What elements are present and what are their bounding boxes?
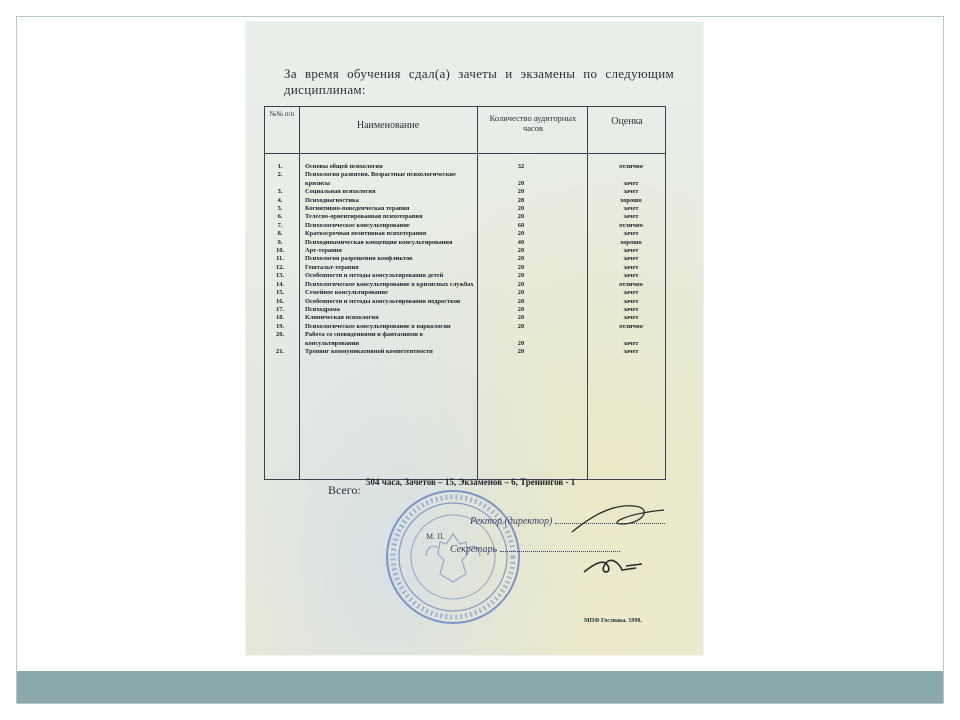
row-number: 10.	[276, 247, 284, 255]
row-number: 12.	[276, 263, 284, 271]
slide-footer-band	[17, 671, 943, 703]
row-number: 9.	[277, 238, 283, 246]
row-number: 20.	[276, 331, 284, 339]
column-header-hours: Количество аудиторных часов	[489, 113, 577, 133]
row-discipline: Социальная психология	[305, 188, 376, 196]
table-body	[265, 163, 665, 356]
table-row	[265, 306, 665, 314]
total-value: 504 часа, Зачетов – 15, Экзаменов – 6, Тренингов - 1	[366, 477, 576, 487]
table-row	[265, 230, 665, 238]
secretary-label: Секретарь	[450, 544, 498, 555]
column-header-grade: Оценка	[611, 116, 643, 127]
row-discipline: Краткосрочная позитивная психотерапия	[305, 230, 427, 238]
row-grade: отлично	[619, 163, 643, 170]
row-grade: отлично	[619, 221, 643, 229]
row-grade: зачет	[623, 255, 639, 263]
row-hours: 32	[517, 163, 525, 170]
row-number: 18.	[276, 314, 284, 322]
row-grade: зачет	[623, 263, 639, 271]
row-grade: хорошо	[620, 196, 642, 204]
grades-table	[264, 106, 666, 480]
table-row	[265, 205, 665, 213]
row-discipline: Психологическое консультирование	[305, 221, 410, 229]
row-hours: 20	[517, 322, 525, 330]
row-discipline: Психологическое консультирование в кризисных службах	[305, 280, 474, 288]
row-discipline: Основы общей психологии	[305, 163, 383, 170]
table-row	[265, 197, 665, 205]
table-row	[265, 188, 665, 196]
row-number: 17.	[276, 305, 284, 313]
official-seal-stamp	[368, 482, 538, 632]
row-discipline: Психология разрешения конфликтов	[305, 255, 413, 263]
row-hours: 20	[517, 289, 525, 297]
row-discipline: Гештальт-терапия	[305, 263, 359, 271]
table-row	[265, 171, 665, 188]
row-hours: 20	[517, 272, 525, 280]
row-discipline: Клиническая психология	[305, 314, 379, 322]
row-hours: 20	[517, 305, 525, 313]
table-row	[265, 348, 665, 356]
column-header-name: Наименование	[356, 120, 420, 131]
row-grade: зачет	[623, 347, 639, 355]
table-row	[265, 272, 665, 280]
printer-mark: МПФ Госзнака. 1998.	[584, 618, 642, 624]
row-grade: зачет	[623, 213, 639, 221]
row-grade: отлично	[619, 280, 643, 288]
row-discipline: Психология развития. Возрастные психологические кризисы	[305, 171, 456, 187]
row-discipline: Психодинамическая концепция консультирования	[305, 238, 453, 246]
row-hours: 20	[517, 314, 525, 322]
table-row	[265, 222, 665, 230]
row-number: 8.	[277, 230, 283, 238]
row-number: 21.	[276, 347, 284, 355]
table-row	[265, 163, 665, 171]
header-divider	[265, 153, 665, 154]
document-heading: За время обучения сдал(а) зачеты и экзамены по следующим дисциплинам:	[284, 66, 674, 97]
table-row	[265, 289, 665, 297]
row-hours: 20	[517, 205, 525, 213]
row-grade: хорошо	[620, 238, 642, 246]
row-hours: 40	[517, 238, 525, 246]
row-grade: зачет	[623, 289, 639, 297]
row-discipline: Работа со сновидениями и фантазиями в консультировании	[305, 331, 423, 347]
row-grade: зачет	[623, 272, 639, 280]
table-row	[265, 255, 665, 263]
row-number: 15.	[276, 289, 284, 297]
seal-place-label: М. П.	[426, 532, 445, 541]
row-grade: зачет	[623, 188, 639, 196]
row-hours: 20	[517, 255, 525, 263]
table-row	[265, 239, 665, 247]
row-discipline: Особенности и методы консультирования детей	[305, 272, 444, 280]
row-discipline: Особенности и методы консультирования подростков	[305, 297, 461, 305]
row-discipline: Когнитивно-поведенческая терапия	[305, 205, 410, 213]
row-grade: зачет	[623, 314, 639, 322]
row-grade: зачет	[623, 230, 639, 238]
row-grade: зачет	[623, 297, 639, 305]
row-hours: 28	[517, 196, 525, 204]
row-hours: 20	[517, 339, 525, 347]
row-discipline: Тренинг коммуникативной компетентности	[305, 347, 433, 355]
row-hours: 20	[517, 347, 525, 355]
row-number: 19.	[276, 322, 284, 330]
column-header-number: №№ п/п	[269, 110, 295, 118]
row-hours: 60	[517, 221, 525, 229]
handwritten-signatures	[564, 474, 674, 584]
row-number: 14.	[276, 280, 284, 288]
row-number: 4.	[277, 196, 283, 204]
row-grade: зачет	[623, 305, 639, 313]
row-hours: 20	[517, 247, 525, 255]
row-discipline: Семейное консультирование	[305, 289, 388, 297]
table-row	[265, 264, 665, 272]
row-number: 5.	[277, 205, 283, 213]
row-number: 7.	[277, 221, 283, 229]
row-discipline: Телесно-ориентированная психотерапия	[305, 213, 423, 221]
row-number: 13.	[276, 272, 284, 280]
rector-label: Ректор (директор)	[470, 516, 553, 527]
row-number: 16.	[276, 297, 284, 305]
table-row	[265, 323, 665, 331]
row-hours: 20	[517, 179, 525, 187]
row-discipline: Арт-терапия	[305, 247, 342, 255]
row-hours: 20	[517, 213, 525, 221]
table-row	[265, 298, 665, 306]
total-label: Всего:	[328, 483, 361, 497]
row-hours: 20	[517, 230, 525, 238]
table-row	[265, 314, 665, 322]
row-hours: 20	[517, 297, 525, 305]
row-hours: 20	[517, 280, 525, 288]
row-number: 3.	[277, 188, 283, 196]
row-grade: отлично	[619, 322, 643, 330]
row-number: 6.	[277, 213, 283, 221]
diploma-supplement-page	[246, 22, 703, 655]
table-row	[265, 281, 665, 289]
table-row	[265, 213, 665, 221]
row-number: 2.	[277, 171, 283, 179]
row-grade: зачет	[623, 247, 639, 255]
row-number: 11.	[276, 255, 284, 263]
row-hours: 20	[517, 263, 525, 271]
row-discipline: Психологическое консультирование в наркологии	[305, 322, 451, 330]
row-discipline: Психодиагностика	[305, 196, 359, 204]
row-grade: зачет	[623, 339, 639, 347]
row-number: 1.	[277, 163, 283, 170]
row-grade: зачет	[623, 205, 639, 213]
row-discipline: Психодрама	[305, 305, 340, 313]
row-grade: зачет	[623, 179, 639, 187]
row-hours: 20	[517, 188, 525, 196]
table-row	[265, 331, 665, 348]
table-row	[265, 247, 665, 255]
